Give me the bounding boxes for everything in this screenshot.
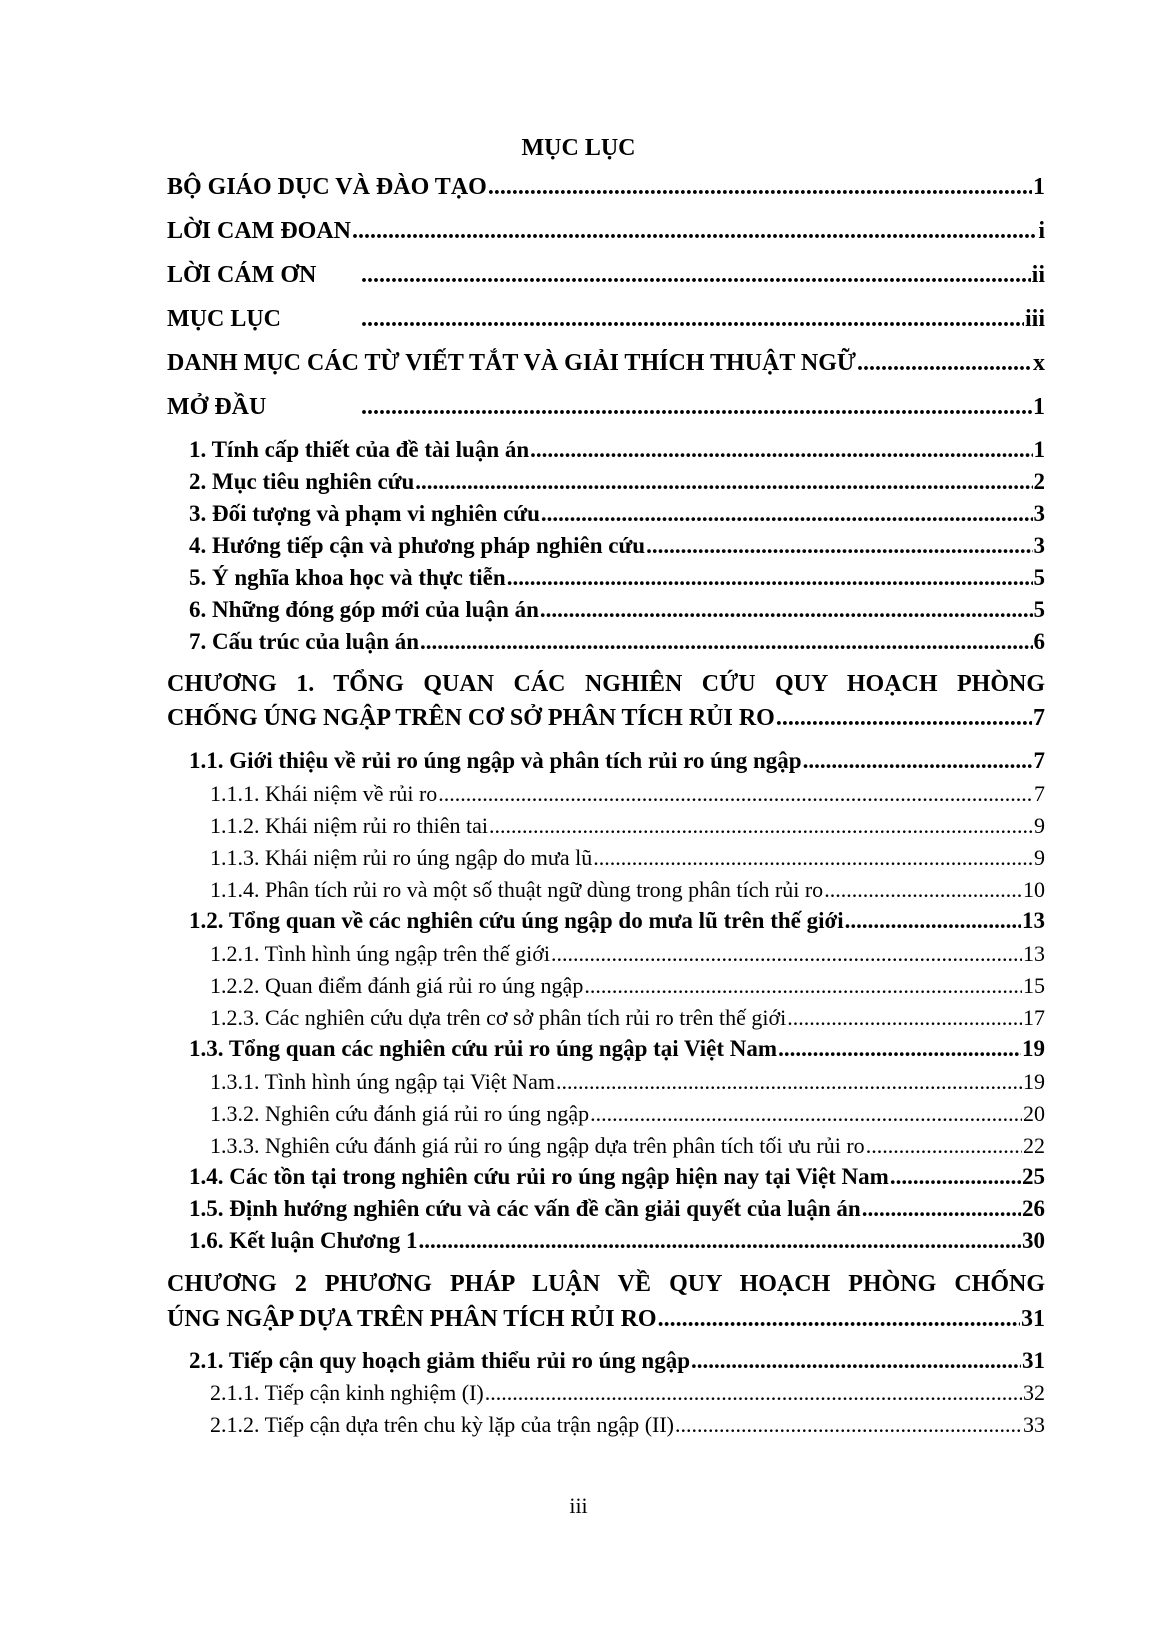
toc-entry (167, 1380, 1045, 1406)
toc-entry-label: MỤC LỤC (167, 306, 281, 332)
leader-dots (352, 218, 1037, 245)
toc-entry-page: 9 (1034, 813, 1045, 838)
toc-entry-label: 3. Đối tượng và phạm vi nghiên cứu (189, 501, 540, 526)
leader-dots (361, 262, 1031, 289)
toc-chapter-entry (167, 671, 1045, 732)
toc-entry-page: 1 (1033, 437, 1045, 462)
page-title: MỤC LỤC (521, 135, 636, 161)
toc-entry-label: 1.5. Định hướng nghiên cứu và các vấn đề cần giải quyết của luận án (189, 1196, 861, 1221)
leader-dots (530, 437, 1032, 463)
toc-entry-label: 7. Cấu trúc của luận án (189, 629, 420, 654)
toc-entry (167, 1164, 1045, 1190)
toc-entry-page: 31 (1022, 1348, 1045, 1373)
toc-entry-page: 17 (1023, 1005, 1045, 1030)
leader-dots (584, 973, 1022, 999)
leader-dots (540, 597, 1033, 623)
toc-entry (167, 218, 1045, 245)
leader-dots (776, 705, 1032, 732)
toc-entry-page: x (1033, 350, 1045, 376)
leader-dots (658, 1306, 1020, 1333)
toc-entry (167, 1196, 1045, 1222)
toc-entry-label: ÚNG NGẬP DỰA TRÊN PHÂN TÍCH RỦI RO (167, 1306, 657, 1332)
toc-entry-label: 1.4. Các tồn tại trong nghiên cứu rủi ro úng ngập hiện nay tại Việt Nam (189, 1164, 889, 1189)
toc-entry (167, 813, 1045, 839)
toc-entry-label: CHỐNG ÚNG NGẬP TRÊN CƠ SỞ PHÂN TÍCH RỦI RO (167, 705, 775, 731)
toc-entry-page: 22 (1023, 1133, 1045, 1158)
toc-entry-page: 1 (1033, 174, 1045, 200)
leader-dots (556, 1069, 1022, 1095)
leader-dots (415, 469, 1032, 495)
toc-entry-label: 1.1.2. Khái niệm rủi ro thiên tai (210, 813, 488, 838)
toc-entry-page: 1 (1033, 394, 1045, 420)
leader-dots (803, 748, 1033, 774)
toc-entry (167, 973, 1045, 999)
toc-entry-label: 4. Hướng tiếp cận và phương pháp nghiên cứu (189, 533, 646, 558)
toc-entry-label: 1.3. Tổng quan các nghiên cứu rủi ro úng ngập tại Việt Nam (189, 1036, 778, 1061)
leader-dots (862, 1196, 1021, 1222)
toc-entry (167, 1412, 1045, 1438)
toc-entry-page: 7 (1033, 748, 1045, 773)
toc-entry-page: 26 (1022, 1196, 1045, 1221)
toc-entry-label: 1. Tính cấp thiết của đề tài luận án (189, 437, 530, 462)
toc-entry (167, 597, 1045, 623)
toc-entry (167, 565, 1045, 591)
toc-entry-page: 7 (1034, 781, 1045, 806)
toc-entry-label: 1.2.1. Tình hình úng ngập trên thế giới (210, 941, 550, 966)
toc-entry-label: 5. Ý nghĩa khoa học và thực tiễn (189, 565, 506, 590)
toc-entry-page: 10 (1023, 877, 1045, 902)
toc-entry-page: 6 (1033, 629, 1045, 654)
toc-entry-label: 1.1. Giới thiệu về rủi ro úng ngập và phân tích rủi ro úng ngập (189, 748, 802, 773)
leader-dots (646, 533, 1032, 559)
toc-entry-page: 3 (1033, 501, 1045, 526)
toc-entry-label: 1.3.1. Tình hình úng ngập tại Việt Nam (210, 1069, 555, 1094)
toc-entry (167, 533, 1045, 559)
leader-dots (418, 1228, 1021, 1254)
leader-dots (590, 1101, 1022, 1127)
toc-entry-label: 1.3.3. Nghiên cứu đánh giá rủi ro úng ngập dựa trên phân tích tối ưu rủi ro (210, 1133, 865, 1158)
toc-entry-label: LỜI CAM ĐOAN (167, 218, 351, 244)
toc-entry (167, 941, 1045, 967)
toc-entry (167, 174, 1045, 201)
toc-entry (167, 845, 1045, 871)
toc-entry (167, 469, 1045, 495)
toc-entry-page: 7 (1033, 705, 1045, 731)
toc-entry-label: 2.1.1. Tiếp cận kinh nghiệm (I) (210, 1380, 484, 1405)
toc-entry-page: 15 (1023, 973, 1045, 998)
toc-entry (167, 306, 1045, 333)
toc-entry-label: 2.1.2. Tiếp cận dựa trên chu kỳ lặp của trận ngập (II) (210, 1412, 675, 1437)
toc-entry-page: 31 (1021, 1306, 1045, 1332)
leader-dots (488, 174, 1032, 201)
toc-entry (167, 501, 1045, 527)
toc-entry-label: 1.3.2. Nghiên cứu đánh giá rủi ro úng ngập (210, 1101, 590, 1126)
toc-entry (167, 437, 1045, 463)
toc-entry-page: i (1038, 218, 1045, 244)
chapter-heading-line: CHƯƠNG 1. TỔNG QUAN CÁC NGHIÊN CỨU QUY HOẠCH PHÒNG (167, 671, 1045, 697)
leader-dots (824, 877, 1022, 903)
leader-dots (541, 501, 1033, 527)
toc-chapter-entry (167, 1271, 1045, 1333)
leader-dots (691, 1348, 1021, 1374)
toc-entry-label: 1.1.3. Khái niệm rủi ro úng ngập do mưa lũ (210, 845, 593, 870)
leader-dots (551, 941, 1022, 967)
toc-entry (167, 629, 1045, 655)
toc-entry (167, 1228, 1045, 1254)
leader-dots (778, 1036, 1021, 1062)
leader-dots (361, 394, 1032, 421)
leader-dots (675, 1412, 1022, 1438)
leader-dots (485, 1380, 1022, 1406)
toc-entry-label: BỘ GIÁO DỤC VÀ ĐÀO TẠO (167, 174, 487, 200)
toc-entry (167, 781, 1045, 807)
toc-entry (167, 877, 1045, 903)
toc-entry-label: 2. Mục tiêu nghiên cứu (189, 469, 415, 494)
toc-entry-label: 1.2.3. Các nghiên cứu dựa trên cơ sở phân tích rủi ro trên thế giới (210, 1005, 787, 1030)
toc-entry-label: MỞ ĐẦU (167, 394, 267, 420)
leader-dots (438, 781, 1033, 807)
toc-entry-page: ii (1031, 262, 1045, 288)
toc-entry (167, 394, 1045, 421)
toc-entry-page: 3 (1033, 533, 1045, 558)
toc-entry-page: 30 (1022, 1228, 1045, 1253)
toc-entry-page: 20 (1023, 1101, 1045, 1126)
toc-entry-page: 5 (1033, 597, 1045, 622)
leader-dots (890, 1164, 1021, 1190)
toc-entry-page: 33 (1023, 1412, 1045, 1437)
toc-entry-label: 1.2.2. Quan điểm đánh giá rủi ro úng ngập (210, 973, 584, 998)
toc-entry-label: LỜI CÁM ƠN (167, 262, 317, 288)
toc-entry (167, 262, 1045, 289)
toc-entry-label: DANH MỤC CÁC TỪ VIẾT TẮT VÀ GIẢI THÍCH THUẬT NGỮ (167, 350, 857, 376)
chapter-heading-line: CHƯƠNG 2 PHƯƠNG PHÁP LUẬN VỀ QUY HOẠCH PHÒNG CHỐNG (167, 1271, 1045, 1297)
toc-entry-page: 32 (1023, 1380, 1045, 1405)
page-number: iii (569, 1493, 588, 1518)
toc-entry-label: 1.2. Tổng quan về các nghiên cứu úng ngập do mưa lũ trên thế giới (189, 908, 844, 933)
leader-dots (361, 306, 1024, 333)
toc-entry-label: 2.1. Tiếp cận quy hoạch giảm thiểu rủi ro úng ngập (189, 1348, 691, 1373)
toc-entry-label: 1.6. Kết luận Chương 1 (189, 1228, 418, 1253)
toc-entry (167, 1005, 1045, 1031)
toc-entry-label: 1.1.4. Phân tích rủi ro và một số thuật ngữ dùng trong phân tích rủi ro (210, 877, 824, 902)
toc-entry-label: 1.1.1. Khái niệm về rủi ro (210, 781, 438, 806)
leader-dots (420, 629, 1032, 655)
toc-entry (167, 1348, 1045, 1374)
toc-entry-page: 5 (1033, 565, 1045, 590)
toc-entry (167, 350, 1045, 377)
toc-entry-page: iii (1024, 306, 1045, 332)
leader-dots (507, 565, 1033, 591)
toc-entry-page: 2 (1033, 469, 1045, 494)
toc-entry-page: 13 (1023, 941, 1045, 966)
leader-dots (593, 845, 1033, 871)
toc-entry (167, 748, 1045, 774)
toc-entry (167, 1101, 1045, 1127)
toc-entry-page: 13 (1022, 908, 1045, 933)
toc-entry-page: 19 (1023, 1069, 1045, 1094)
leader-dots (489, 813, 1033, 839)
toc-entry (167, 1069, 1045, 1095)
toc-entry-page: 25 (1022, 1164, 1045, 1189)
leader-dots (787, 1005, 1022, 1031)
toc-entry-label: 6. Những đóng góp mới của luận án (189, 597, 539, 622)
leader-dots (845, 908, 1021, 934)
toc-entry (167, 1036, 1045, 1062)
toc-entry (167, 908, 1045, 934)
toc-entry-page: 19 (1022, 1036, 1045, 1061)
leader-dots (866, 1133, 1022, 1159)
toc-entry-page: 9 (1034, 845, 1045, 870)
toc-entry (167, 1133, 1045, 1159)
leader-dots (857, 350, 1032, 377)
